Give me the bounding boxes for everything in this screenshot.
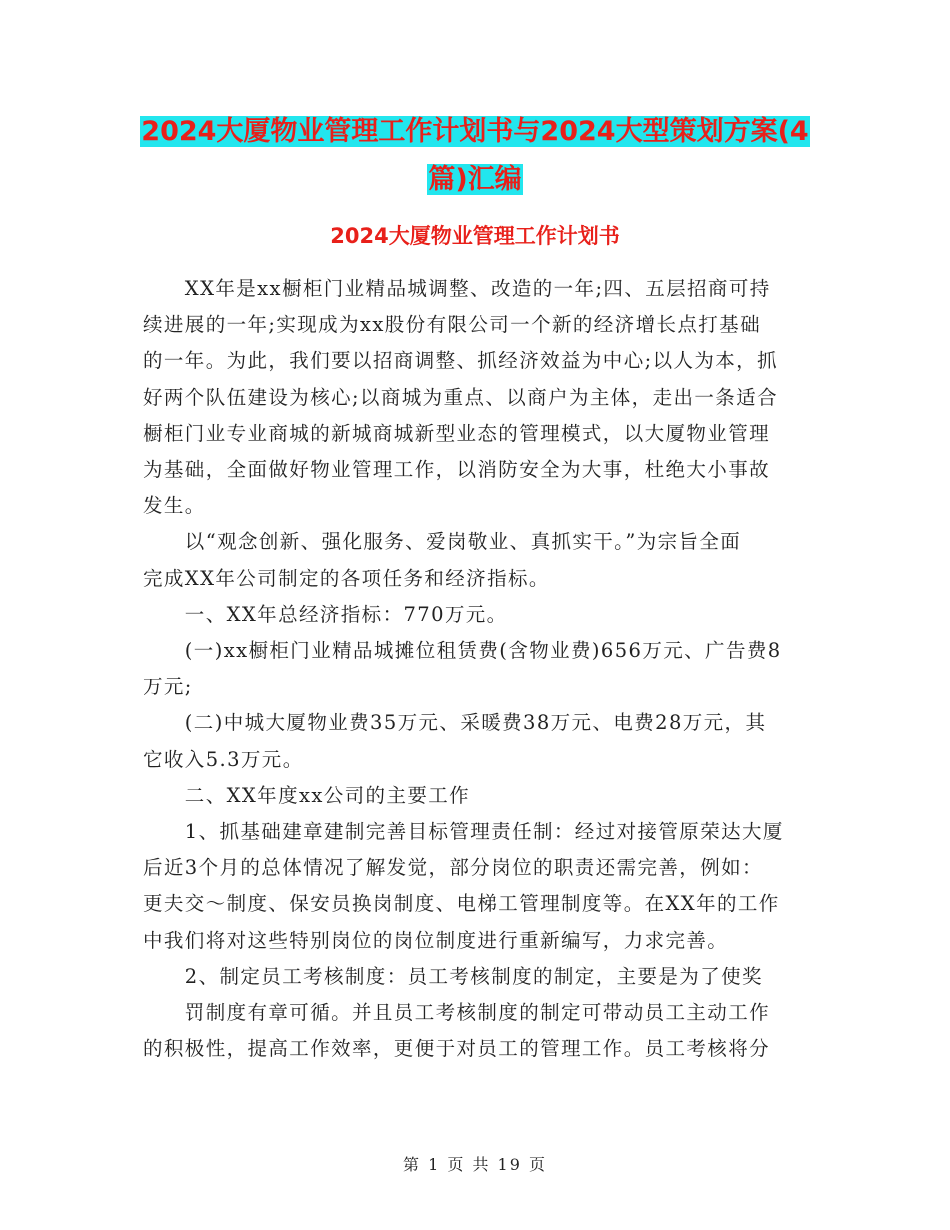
section-title: 2024大厦物业管理工作计划书 bbox=[330, 224, 620, 248]
text-line: (一)xx橱柜门业精品城摊位租赁费(含物业费)656万元、广告费8 bbox=[143, 639, 782, 663]
text-line: 万元; bbox=[143, 675, 193, 699]
text-line: 2、制定员工考核制度：员工考核制度的制定，主要是为了使奖 bbox=[143, 964, 763, 988]
text-line: 二、XX年度xx公司的主要工作 bbox=[143, 783, 471, 807]
text-line: XX年是xx橱柜门业精品城调整、改造的一年;四、五层招商可持 bbox=[143, 277, 771, 300]
text-line: 橱柜门业专业商城的新城商城新型业态的管理模式，以大厦物业管理 bbox=[143, 421, 771, 445]
document-title-line-2: 篇)汇编 bbox=[428, 164, 522, 195]
body-text bbox=[143, 271, 811, 1067]
text-line: 它收入5.3万元。 bbox=[143, 747, 304, 771]
text-line: 的积极性，提高工作效率，更便于对员工的管理工作。员工考核将分 bbox=[143, 1037, 771, 1061]
text-line: (二)中城大厦物业费35万元、采暖费38万元、电费28万元，其 bbox=[143, 711, 767, 735]
document-title-line-1: 2024大厦物业管理工作计划书与2024大型策划方案(4 bbox=[141, 116, 809, 147]
text-line: 好两个队伍建设为核心;以商城为重点、以商户为主体，走出一条适合 bbox=[143, 385, 778, 409]
text-line: 1、抓基础建章建制完善目标管理责任制：经过对接管原荣达大厦 bbox=[143, 820, 784, 844]
text-line: 以“观念创新、强化服务、爱岗敬业、真抓实干。”为宗旨全面 bbox=[143, 530, 742, 554]
text-line: 的一年。为此，我们要以招商调整、抓经济效益为中心;以人为本，抓 bbox=[143, 349, 778, 373]
text-line: 中我们将对这些特别岗位的岗位制度进行重新编写，力求完善。 bbox=[143, 928, 729, 952]
text-line: 完成XX年公司制定的各项任务和经济指标。 bbox=[143, 566, 550, 590]
text-line: 一、XX年总经济指标：770万元。 bbox=[143, 602, 508, 626]
text-line: 为基础，全面做好物业管理工作，以消防安全为大事，杜绝大小事故 bbox=[143, 458, 771, 482]
text-line: 后近3个月的总体情况了解发觉，部分岗位的职责还需完善，例如： bbox=[143, 856, 763, 880]
text-line: 续进展的一年;实现成为xx股份有限公司一个新的经济增长点打基础 bbox=[143, 313, 761, 337]
text-line: 罚制度有章可循。并且员工考核制度的制定可带动员工主动工作 bbox=[143, 1001, 771, 1025]
text-line: 发生。 bbox=[143, 494, 206, 518]
document-title bbox=[0, 108, 950, 204]
text-line: 更夫交～制度、保安员换岗制度、电梯工管理制度等。在XX年的工作 bbox=[143, 892, 780, 916]
page-footer: 第 1 页 共 19 页 bbox=[403, 1155, 547, 1174]
